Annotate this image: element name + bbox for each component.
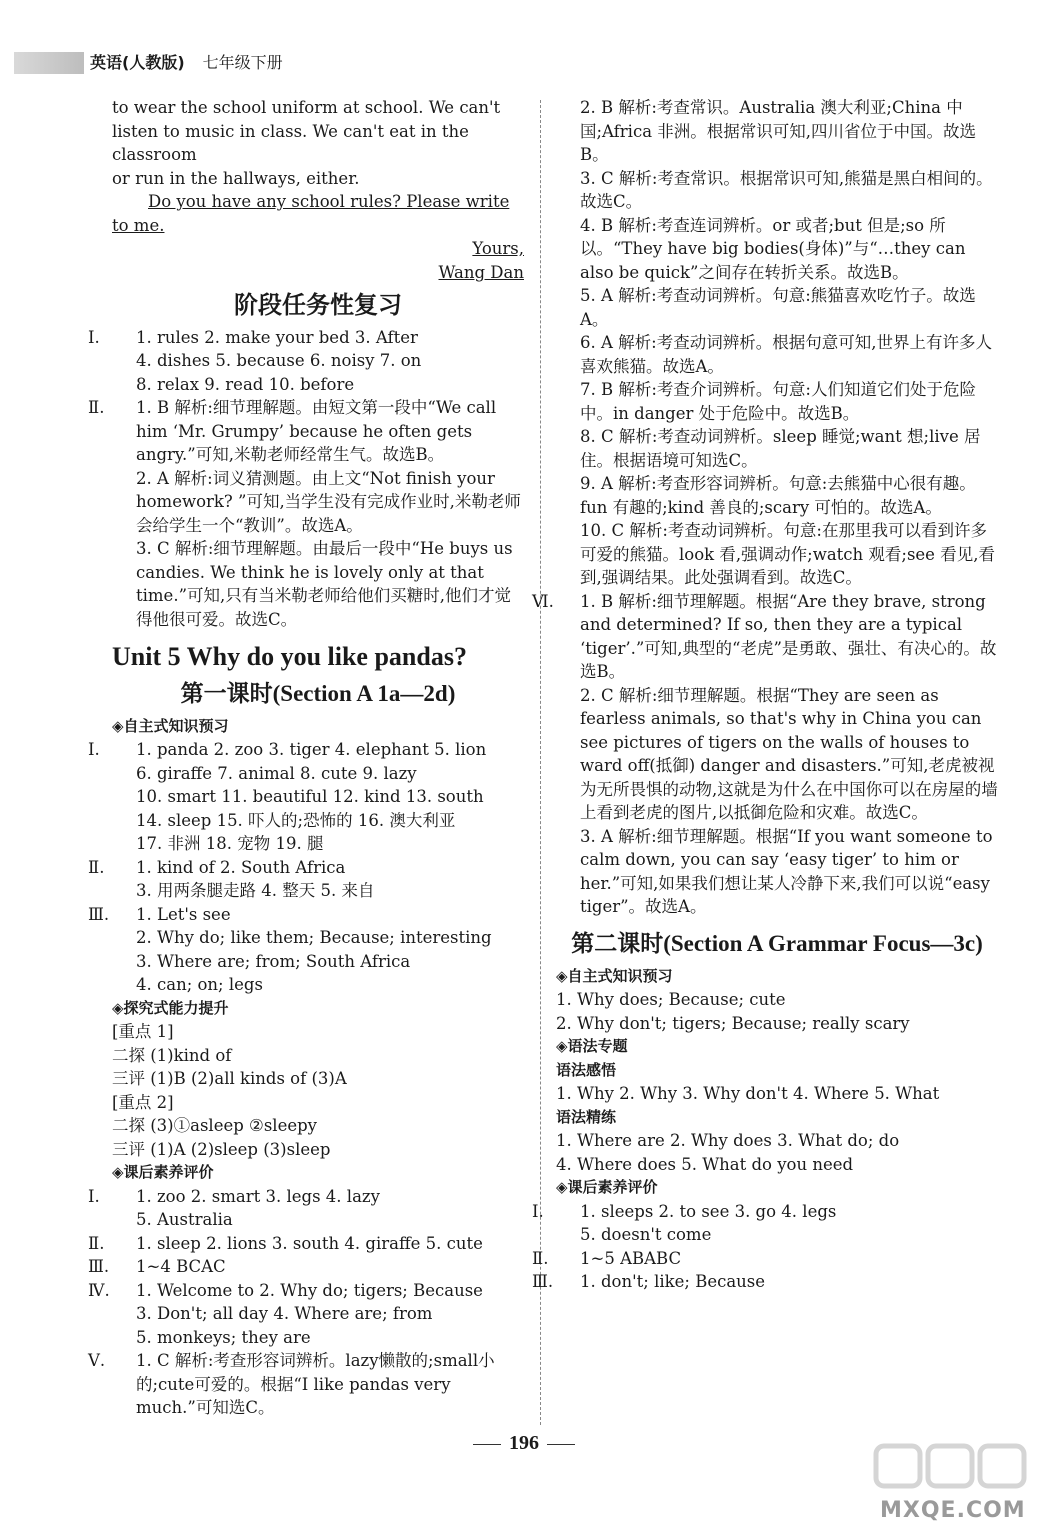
subsection-label: 语法感悟 (556, 1060, 617, 1079)
answer-line: 2. B 解析:考查常识。Australia 澳大利亚;China 中国;Africa 非洲。根据常识可知,四川省位于中国。故选B。 (580, 98, 977, 164)
text-line: 三评 (1)B (2)all kinds of (3)A (112, 1069, 347, 1088)
roman-numeral: Ⅳ. (88, 1280, 110, 1300)
roman-numeral: Ⅰ. (532, 1201, 544, 1221)
answer-line: 10. C 解析:考查动词辨析。句意:在那里我可以看到许多可爱的熊猫。look 看,强调动作;watch 观看;see 看见,看到,强调结果。此处强调看到。故选C。 (580, 521, 995, 587)
text-line: listen to music in class. We can't eat in the classroom (112, 121, 469, 164)
page-header (14, 48, 614, 78)
text-line: or run in the hallways, either. (112, 168, 360, 188)
footer-dash-right (547, 1444, 575, 1445)
header-decoration (14, 52, 84, 74)
answer-line: 10. smart 11. beautiful 12. kind 13. south (136, 787, 484, 806)
roman-numeral: Ⅴ. (88, 1351, 106, 1370)
answer-text: 1. rules 2. make your bed 3. After (136, 327, 418, 347)
lesson-title: 第二课时(Section A Grammar Focus—3c) (571, 930, 983, 956)
watermark-text: MXQE.COM (880, 1498, 1026, 1523)
subsection-label: ◈语法专题 (556, 1037, 628, 1055)
answer-line: 8. relax 9. read 10. before (136, 374, 355, 394)
roman-numeral: Ⅰ. (88, 1186, 100, 1206)
answer-line: 3. A 解析:细节理解题。根据“If you want someone to calm down, you can say ‘easy tiger’ to him or her.”可知,如果我们想让某人冷静下来,我们可以说“easy tiger”。故选A。 (580, 826, 993, 916)
answer-line: 14. sleep 15. 吓人的;恐怖的 16. 澳大利亚 (136, 810, 456, 830)
column-divider (540, 100, 541, 1425)
roman-numeral: Ⅲ. (88, 904, 110, 924)
answer-line: 9. A 解析:考查形容词辨析。句意:去熊猫中心很有趣。fun 有趣的;kind 善良的;scary 可怕的。故选A。 (580, 474, 976, 517)
unit-title: Unit 5 Why do you like pandas? (112, 642, 467, 671)
text-line: [重点 1] (112, 1022, 174, 1041)
answer-line: 4. B 解析:考查连词辨析。or 或者;but 但是;so 所以。“They have big bodies(身体)”与“…they can also be quick”之间存在转折关系。故选B。 (580, 215, 966, 282)
text-line: 2. Why don't; tigers; Because; really scary (556, 1013, 910, 1033)
answer-group (88, 1255, 524, 1279)
answer-line: 2. C 解析:细节理解题。根据“They are seen as fearless animals, so that's why in China you can see pictures of tigers on the walls of houses to ward off(抵御) danger and disasters.”可知,老虎被视为无所畏惧的动物,这就是为什么在中国你可以在房屋的墙上看到老虎的图片,以抵御危险和灾难。故选C。 (580, 685, 998, 822)
roman-numeral: Ⅱ. (88, 1233, 105, 1253)
answer-line: 2. Why do; like them; Because; interesting (136, 928, 492, 947)
answer-line: 8. C 解析:考查动词辨析。sleep 睡觉;want 想;live 居住。根据语境可知选C。 (580, 427, 981, 470)
header-subject: 英语(人教版) (90, 53, 185, 72)
answer-group (532, 1270, 998, 1294)
text-line: 三评 (1)A (2)sleep (3)sleep (112, 1139, 331, 1159)
answer-text: 1. sleep 2. lions 3. south 4. giraffe 5. cute (136, 1233, 483, 1253)
text-line: 1. Why does; Because; cute (556, 990, 786, 1009)
answer-group (532, 1247, 998, 1271)
roman-numeral: Ⅲ. (88, 1257, 110, 1276)
answer-text: 1~4 BCAC (136, 1257, 226, 1276)
text-line: 二探 (3)①asleep ②sleepy (112, 1116, 317, 1135)
left-column (88, 96, 524, 1420)
roman-numeral: Ⅰ. (88, 327, 100, 347)
roman-numeral: Ⅱ. (88, 398, 105, 417)
answer-group (88, 856, 524, 880)
answer-group (88, 326, 524, 350)
answer-text: 1. Welcome to 2. Why do; tigers; Because (136, 1280, 483, 1300)
answer-text: 1. sleeps 2. to see 3. go 4. legs (580, 1201, 837, 1221)
answer-line: 17. 非洲 18. 宠物 19. 腿 (136, 834, 324, 853)
answer-text: 1. Let's see (136, 904, 231, 924)
text-line: 1. Why 2. Why 3. Why don't 4. Where 5. What (556, 1084, 940, 1103)
answer-line: 3. C 解析:细节理解题。由最后一段中“He buys us candies. We think he is lovely only at that time.”可知,只有当米勒老师给他们买糖时,他们才觉得他很可爱。故选C。 (136, 539, 513, 629)
subsection-label: ◈探究式能力提升 (112, 998, 229, 1017)
subsection-label: ◈自主式知识预习 (556, 966, 673, 985)
answer-line: 6. A 解析:考查动词辨析。根据句意可知,世界上有许多人喜欢熊猫。故选A。 (580, 333, 992, 376)
answer-line: 5. monkeys; they are (136, 1327, 311, 1347)
roman-numeral: Ⅵ. (532, 591, 554, 611)
answer-group (88, 1232, 524, 1256)
roman-numeral: Ⅲ. (532, 1272, 554, 1291)
answer-group (88, 396, 524, 467)
right-column (532, 96, 998, 1294)
answer-group (532, 590, 998, 684)
answer-line: 5. Australia (136, 1210, 233, 1229)
answer-group (88, 1185, 524, 1209)
answer-text: 1. kind of 2. South Africa (136, 857, 346, 877)
subsection-label: ◈课后素养评价 (556, 1178, 658, 1196)
lesson-title: 第一课时(Section A 1a—2d) (180, 680, 456, 706)
answer-line: 3. 用两条腿走路 4. 整天 5. 来自 (136, 881, 375, 900)
answer-text: 1. don't; like; Because (580, 1272, 766, 1291)
subsection-label: ◈自主式知识预习 (112, 716, 229, 735)
text-line: to me. (112, 215, 165, 235)
text-line: Yours, (472, 239, 524, 258)
answer-line: 7. B 解析:考查介词辨析。句意:人们知道它们处于危险中。in danger 处于危险中。故选B。 (580, 380, 976, 423)
answer-group (532, 1200, 998, 1224)
text-line: 4. Where does 5. What do you need (556, 1154, 854, 1174)
answer-group (88, 1279, 524, 1303)
roman-numeral: Ⅱ. (88, 857, 105, 877)
subsection-label: 语法精练 (556, 1107, 617, 1126)
answer-text: 1. B 解析:细节理解题。由短文第一段中“We call him ‘Mr. Grumpy’ because he often gets angry.”可知,米勒老师经常生气。故选B。 (136, 398, 497, 464)
answer-text: 1. C 解析:考查形容词辨析。lazy懒散的;small小的;cute可爱的。根据“I like pandas very much.”可知选C。 (136, 1351, 495, 1417)
footer-dash-left (473, 1444, 501, 1445)
text-line: [重点 2] (112, 1092, 174, 1112)
answer-line: 5. doesn't come (580, 1225, 712, 1244)
header-grade: 七年级下册 (202, 53, 283, 72)
roman-numeral: Ⅱ. (532, 1248, 549, 1268)
section-heading: 阶段任务性复习 (234, 291, 402, 319)
answer-text: 1. panda 2. zoo 3. tiger 4. elephant 5. lion (136, 740, 487, 759)
roman-numeral: Ⅰ. (88, 740, 100, 759)
page-number: 196 (509, 1432, 539, 1454)
text-line: Do you have any school rules? Please write (148, 192, 510, 211)
answer-line: 5. A 解析:考查动词辨析。句意:熊猫喜欢吃竹子。故选A。 (580, 286, 976, 329)
answer-text: 1~5 ABABC (580, 1248, 682, 1268)
answer-line: 4. dishes 5. because 6. noisy 7. on (136, 351, 422, 370)
subsection-label: ◈课后素养评价 (112, 1163, 214, 1181)
answer-group (88, 1349, 524, 1420)
answer-line: 3. Where are; from; South Africa (136, 951, 411, 971)
answer-line: 6. giraffe 7. animal 8. cute 9. lazy (136, 763, 417, 783)
text-line: Wang Dan (438, 262, 524, 282)
answer-text: 1. zoo 2. smart 3. legs 4. lazy (136, 1186, 380, 1206)
text-line: 1. Where are 2. Why does 3. What do; do (556, 1131, 900, 1150)
answer-line: 3. Don't; all day 4. Where are; from (136, 1304, 433, 1323)
answer-line: 2. A 解析:词义猜测题。由上文“Not finish your homework? ”可知,当学生没有完成作业时,米勒老师会给学生一个“教训”。故选A。 (136, 468, 521, 535)
header-title (90, 50, 283, 73)
text-line: to wear the school uniform at school. We can't (112, 98, 501, 117)
answer-group (88, 738, 524, 762)
answer-line: 3. C 解析:考查常识。根据常识可知,熊猫是黑白相间的。故选C。 (580, 168, 993, 211)
text-line: 二探 (1)kind of (112, 1045, 232, 1065)
answer-group (88, 903, 524, 927)
answer-line: 4. can; on; legs (136, 975, 263, 994)
answer-text: 1. B 解析:细节理解题。根据“Are they brave, strong and determined? If so, then they are a typical ‘tiger’.”可知,典型的“老虎”是勇敢、强壮、有决心的。故选B。 (580, 591, 997, 681)
